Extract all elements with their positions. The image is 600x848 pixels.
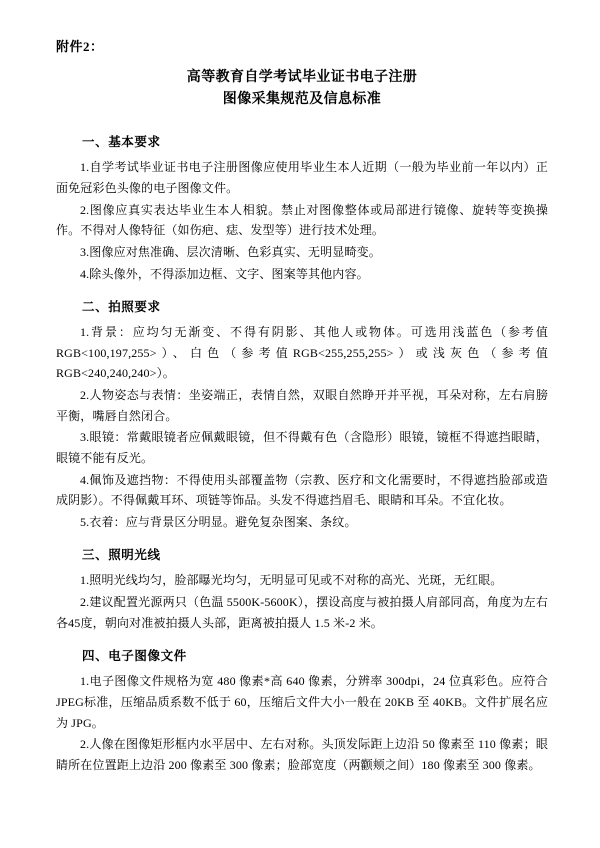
section-heading: 四、电子图像文件 (82, 649, 187, 664)
paragraph: 1.背景：应均匀无渐变、不得有阴影、其他人或物体。可选用浅蓝色（参考值RGB<100,197,255>）、白色（参考值RGB<255,255,255>）或浅灰色（参考值RGB<240,240,240>）。 (56, 325, 548, 381)
paragraph: 3.眼镜：常戴眼镜者应佩戴眼镜，但不得戴有色（含隐形）眼镜，镜框不得遮挡眼睛，眼镜不能有反光。 (56, 430, 548, 465)
section-heading: 一、基本要求 (82, 135, 161, 150)
paragraph: 2.人像在图像矩形框内水平居中、左右对称。头顶发际距上边沿 50 像素至 110 像素；眼睛所在位置距上边沿 200 像素至 300 像素；脸部宽度（两颧颊之间）180 像素至 300 像素。 (56, 737, 548, 772)
paragraph: 2.人物姿态与表情：坐姿端正，表情自然，双眼自然睁开并平视，耳朵对称，左右肩膀平衡，嘴唇自然闭合。 (56, 388, 548, 423)
paragraph: 2.建议配置光源两只（色温 5500K-5600K），摆设高度与被拍摄人肩部同高，角度为左右各45度，朝向对准被拍摄人头部，距离被拍摄人 1.5 米-2 米。 (56, 595, 548, 630)
section-electronic-file (56, 646, 548, 775)
paragraph: 2.图像应真实表达毕业生本人相貌。禁止对图像整体或局部进行镜像、旋转等变换操作。不得对人像特征（如伤疤、痣、发型等）进行技术处理。 (56, 202, 548, 238)
paragraph: 1.自学考试毕业证书电子注册图像应使用毕业生本人近期（一般为毕业前一年以内）正面免冠彩色头像的电子图像文件。 (56, 160, 548, 195)
title-line-1: 高等教育自学考试毕业证书电子注册 (186, 70, 418, 85)
document-body (56, 132, 548, 775)
paragraph: 3.图像应对焦准确、层次清晰、色彩真实、无明显畸变。 (80, 244, 381, 259)
attachment-label: 附件2： (56, 39, 104, 54)
paragraph: 5.衣着：应与背景区分明显。避免复杂图案、条纹。 (80, 514, 357, 529)
section-photo-requirements (56, 297, 548, 532)
page-title (76, 67, 529, 110)
section-basic-requirements (56, 132, 548, 284)
paragraph: 1.电子图像文件规格为宽 480 像素*高 640 像素，分辨率 300dpi，24 位真彩色。应符合 JPEG标准，压缩品质系数不低于 60，压缩后文件大小一般在 20KB 至 40KB。文件扩展名应为 JPG。 (56, 674, 548, 730)
paragraph: 4.佩饰及遮挡物：不得使用头部覆盖物（宗教、医疗和文化需要时，不得遮挡脸部或造成阴影）。不得佩戴耳环、项链等饰品。头发不得遮挡眉毛、眼睛和耳朵。不宜化妆。 (56, 472, 548, 508)
section-heading: 二、拍照要求 (82, 300, 161, 315)
paragraph: 1.照明光线均匀，脸部曝光均匀，无明显可见或不对称的高光、光斑，无红眼。 (80, 573, 503, 588)
section-lighting (56, 545, 548, 633)
paragraph: 4.除头像外，不得添加边框、文字、图案等其他内容。 (80, 266, 369, 281)
section-heading: 三、照明光线 (82, 548, 161, 563)
title-line-2: 图像采集规范及信息标准 (222, 91, 382, 107)
